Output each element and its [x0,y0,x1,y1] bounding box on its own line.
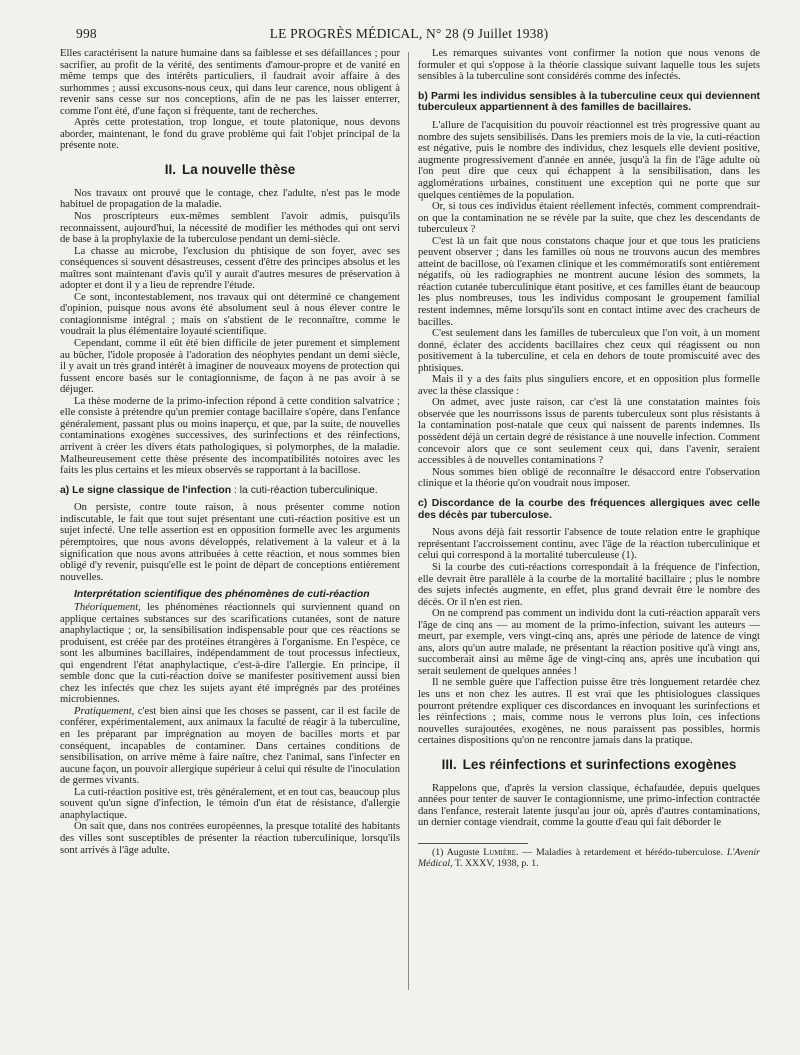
paragraph: Nous avons déjà fait ressortir l'absence de toute relation entre le graphique représentant l'accroissement continu, avec l'âge de la réaction tuberculinique et celui qui correspond à la mortalité tuberculeuse (1). [418,527,760,562]
paragraph-text: , les phénomènes réactionnels qui surviennent quand on applique certaines substances sur des scarifications cutanées, sont de nature anaphylactique ; or, la sensibilisation indispensable pour que ces réactions se produisent, est créée par des protéines étrangères à l'organisme. En l'espèce, ce sont les albumines bacillaires, indépendamment de tout processus infectieux, qui engendrent l'état anaphylactique, c'est-à-dire l'allergie. En principe, il semble donc que la cuti-réaction doive se manifester positivement aussi bien chez les infectés que chez les sujets ayant été imprégnés par des protéines microbiennes. [60,602,400,706]
page-header [60,24,758,44]
right-column [418,48,760,1025]
paragraph: Elles caractérisent la nature humaine dans sa faiblesse et ses défaillances ; pour sacrifier, au profit de la vérité, des sentiments d'amour-propre et de vanité en même temps que des intérêts particuliers, il faudrait avoir affaire à des surhommes ; aussi excusons-nous ceux, qui dans leur carence, nous obligent à revenir sans cesse sur nos conceptions, afin de ne pas les laisser enterrer, comme l'ont été, d'une façon si fréquente, tant de recherches. [60,48,400,117]
paragraph: Nos proscripteurs eux-mêmes semblent l'avoir admis, puisqu'ils reconnaissent, aujourd'hui, la nécessité de modifier les méthodes qui ont servi de base à la prophylaxie de la tuberculose pendant un demi-siècle. [60,211,400,246]
paragraph: Il ne semble guère que l'affection puisse être très longuement retardée chez les uns et non chez les autres. Il est vrai que les phtisiologues classiques pourront prétendre expliquer ces discordances en invoquant les surinfections et les réinfections ; mais, comme nous le verrons plus loin, ces infections nouvelles surajoutées, exogènes, ne nous paraissent pas possibles, hormis certaines dispositions qu'on ne rencontre jamais dans la pratique. [418,677,760,747]
paragraph: Après cette protestation, trop longue, et toute platonique, nous devons aborder, maintenant, le fond du grave problème qui fait l'objet principal de la présente note. [60,117,400,152]
left-column [60,48,400,1025]
footnote-ref: , T. XXXV, 1938, p. 1. [450,858,539,870]
paragraph: Nous sommes bien obligé de reconnaître le désaccord entre l'observation clinique et la théorie qu'on voudrait nous imposer. [418,466,760,490]
paragraph: On admet, avec juste raison, car c'est là une constatation maintes fois observée que les nourrissons issus de parents tuberculeux sont plus résistants à la contamination post-natale que ceux qui naissent de parents indemnes. Ils possèdent déjà un certain degré de résistance à une nouvelle infection. Comment concevoir alors que ce sont seulement ceux qui, dans l'avenir, seraient accessibles à de nouvelles contaminations ? [418,397,760,467]
paragraph: Les remarques suivantes vont confirmer la notion que nous venons de formuler et qui s'oppose à la théorie classique suivant laquelle tous les sujets sensibles à la tuberculine sont considérés comme des infectés. [418,48,760,83]
italic-lead: Théoriquement [74,602,139,614]
column-divider [408,52,409,990]
footnote-author-last: Lumière [483,846,517,858]
paragraph: L'allure de l'acquisition du pouvoir réactionnel est très progressive quant au nombre des sujets sensibilisés. Dans les premiers mois de la vie, la cuti-réaction est négative, puis le nombre des individus, chez lesquels elle devient positive, augmente progressivement d'année en année, jusqu'à la fin de l'âge adulte où l'on peut dire que ceux qui échappent à la sensibilisation, dans les agglomérations urbaines, constituent une exception qui ne porte que sur quelques centièmes de la population. [418,120,760,201]
paragraph: La chasse au microbe, l'exclusion du phtisique de son foyer, avec ses conséquences si souvent désastreuses, cessent d'être des principes absolus et les maîtres sont maintenant d'avis qu'il y aurait d'autres mesures de préservation à adopter et dont il y a lieu de reprendre l'étude. [60,245,400,292]
footnote-rule [418,843,528,844]
section-heading-3 [418,756,760,773]
paragraph: C'est là un fait que nous constatons chaque jour et que tous les praticiens peuvent observer ; dans les familles où nous ne trouvons aucun des membres atteint de bacillose, où l'examen clinique et les commémoratifs sont entièrement négatifs, où les radiographies ne montrent aucune lésion des sommets, la réaction cutanée tuberculinique étant positive, et ces familles étant de beaucoup les plus nombreuses, tous les individus composant le groupement familial restent indemnes, même lorsqu'ils sont en contact intime avec des cracheurs de bacilles. [418,235,760,328]
footnote-number: (1) [432,846,447,858]
paragraph: On sait que, dans nos contrées européennes, la presque totalité des habitants des villes sont susceptibles de présenter la réaction tuberculinique, lorsqu'ils sont arrivés à l'âge adulte. [60,821,400,856]
paragraph [60,602,400,706]
journal-title: LE PROGRÈS MÉDICAL, N° 28 (9 Juillet 1938) [269,26,549,41]
footnote-title: . — Maladies à retardement et hérédo-tuberculose. [516,846,727,858]
page-number: 998 [76,26,97,41]
footnote-author-first: Auguste [446,846,484,858]
subsection-label: a) Le signe classique de l'infection [60,484,232,496]
subsection-heading-c: c) Discordance de la courbe des fréquences allergiques avec celle des décès par tuberculose. [418,497,760,521]
italic-lead: Pratiquement [74,705,132,717]
paragraph: Nos travaux ont prouvé que le contage, chez l'adulte, n'est pas le mode habituel de propagation de la maladie. [60,187,400,211]
section-numeral: II. [164,161,176,177]
paragraph-text: , c'est bien ainsi que les choses se passent, car il est facile de conférer, expérimentalement, aux animaux la faculté de réagir à la tuberculine, en les préparant par imprégnation au moyen de bacilles morts et par conséquent, incapables de contaminer. Dans certaines conditions de sensibilisation, on arrive même à faire naître, chez l'animal, sans l'infecter en aucune façon, un pouvoir allergique supérieur à celui qui résulte de l'inoculation de germes vivants. [60,705,400,787]
subsection-heading-b: b) Parmi les individus sensibles à la tuberculine ceux qui deviennent tuberculeux appartiennent à des familles de bacillaires. [418,90,760,114]
paragraph [60,706,400,787]
footnote [418,847,760,870]
section-title: La nouvelle thèse [181,161,296,177]
subsection-heading-a [60,485,400,497]
paragraph: On persiste, contre toute raison, à nous présenter comme notion indiscutable, le fait que tout sujet présentant une cuti-réaction positive est un sujet infecté. Une telle assertion est en opposition formelle avec les arguments péremptoires, que nous avons développés, relativement à la valeur et à la signification que nous avons attribuées à cette réaction, et nous sommes bien obligé d'y revenir, puisqu'elle est le point de départ de conceptions entièrement nouvelles. [60,502,400,583]
footnote-journal: L'Avenir Médical [418,846,760,870]
paragraph: Ce sont, incontestablement, nos travaux qui ont déterminé ce changement d'opinion, puisque nous avons été absolument seul à nous élever contre le contagionnisme intégral ; mais on s'abstient de le reconnaître, comme le voudrait la plus élémentaire loyauté scientifique. [60,291,400,338]
paragraph: Cependant, comme il eût été bien difficile de jeter purement et simplement au bûcher, l'idole proposée à l'adoration des néophytes pendant un demi siècle, il y avait un très grand intérêt à imaginer de nouveaux moyens de protection qui fussent encore basés sur le contagionnisme, de façon à ne pas avoir à se déjuger. [60,338,400,396]
paragraph: La cuti-réaction positive est, très généralement, et en tout cas, beaucoup plus souvent qu'un signe d'infection, le témoin d'un état de résistance, d'allergie anaphylactique. [60,786,400,821]
paragraph: Rappelons que, d'après la version classique, échafaudée, depuis quelques années pour tenter de sauver le contagionnisme, une primo-infection contractée dans l'enfance, resterait latente jusqu'au jour où, après d'autres contaminations, un dernier contage viendrait, comme la goutte d'eau qui fait déborder le [418,782,760,829]
subsection-rest: : la cuti-réaction tuberculinique. [231,484,378,496]
paragraph: Mais il y a des faits plus singuliers encore, et en opposition plus formelle avec la thèse classique : [418,374,760,397]
paragraph: Si la courbe des cuti-réactions correspondait à la fréquence de l'infection, elle devrait être parallèle à la courbe de la mortalité bacillaire ; plus le nombre des sujets infectés augmente, en effet, plus grand devrait être le nombre des décès. Or il n'en est rien. [418,561,760,608]
section-heading-2 [60,161,400,178]
paragraph: C'est seulement dans les familles de tuberculeux que l'on voit, à un moment donné, éclater des accidents bacillaires chez ceux qui réagissent ou non positivement à la tuberculine, et cela en dehors de toute promiscuité avec des phtisiques. [418,328,760,374]
section-numeral: III. [441,756,457,772]
subsection-heading-interpretation: Interprétation scientifique des phénomènes de cuti-réaction [74,589,370,601]
section-title: Les réinfections et surinfections exogènes [462,756,737,772]
paragraph: La thèse moderne de la primo-infection répond à cette condition salvatrice ; elle consiste à prétendre qu'un premier contage bacillaire s'opère, dans l'enfance généralement, passant plus ou moins inaperçu, et que, par la suite, de nouvelles contaminations exogènes successives, des surinfections et des réinfections, arrivent à créer les divers états pathologiques, si polymorphes, de la maladie. Malheureusement cette thèse présente des incompatibilités notoires avec les faits les plus certains et les mieux observés se rapportant à la bacillose. [60,395,400,477]
paragraph: Or, si tous ces individus étaient réellement infectés, comment comprendrait-on que la contamination ne se révèle par la suite, que chez les descendants de tuberculeux ? [418,201,760,236]
paragraph: On ne comprend pas comment un individu dont la cuti-réaction apparaît vers l'âge de cinq ans — au moment de la primo-infection, suivant les auteurs — meurt, par exemple, vers vingt-cinq ans, après une période de latence de vingt ans, alors qu'un autre malade, ne présentant la réaction positive qu'à vingt ans, succomberait ainsi au même âge de vingt-cinq ans, après une incubation qui serait seulement de quelques années ! [418,608,760,677]
